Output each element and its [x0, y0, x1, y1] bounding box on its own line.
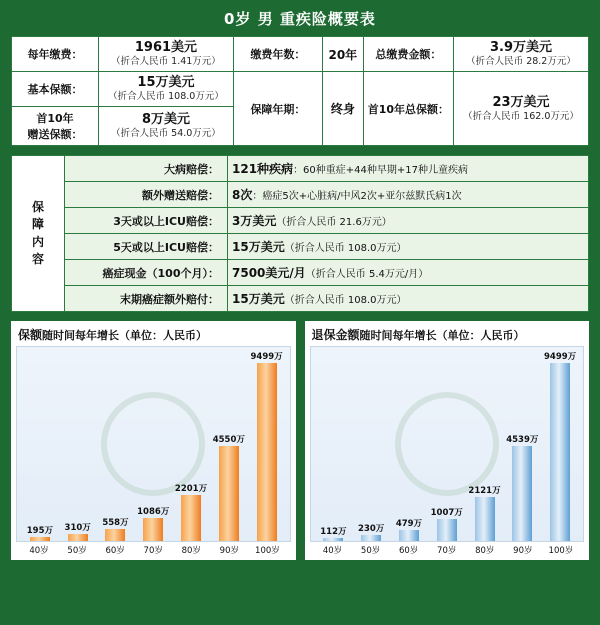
- table-row: [12, 156, 589, 182]
- bar-label: 4550万: [212, 435, 245, 446]
- coverage-note-0: ：60种重症+44种早期+17种儿童疾病: [293, 165, 468, 177]
- bar-group: [251, 347, 283, 541]
- coverage-value-strong-3: 15万美元: [232, 240, 285, 255]
- x-tick: 40岁: [29, 546, 49, 557]
- coverage-value-strong-0: 121种疾病: [232, 162, 294, 177]
- chart-surrender-value-xaxis: [310, 542, 585, 556]
- first10-total-rmb: （折合人民币 162.0万元）: [463, 110, 579, 122]
- table-row: [12, 182, 589, 208]
- chart-sum-assured-title-strong: 保额: [18, 328, 43, 343]
- annual-premium-rmb: （折合人民币 1.41万元）: [111, 56, 221, 68]
- x-tick: 80岁: [181, 546, 201, 557]
- bonus-sum-label-line1: 首10年: [36, 112, 74, 126]
- total-premium-rmb: （折合人民币 28.2万元）: [466, 56, 576, 68]
- bar: [512, 446, 532, 541]
- annual-premium-value: [99, 37, 234, 72]
- coverage-value-4: [228, 260, 589, 286]
- bar-group: [506, 347, 538, 541]
- chart-sum-assured-title: [18, 326, 291, 343]
- bar-label: 2121万: [468, 486, 501, 497]
- bar-label: 112万: [320, 527, 347, 538]
- bar-group: [100, 347, 132, 541]
- chart-surrender-value: [304, 320, 591, 561]
- table-row: [12, 286, 589, 312]
- x-tick: 80岁: [475, 546, 495, 557]
- bar-group: [24, 347, 56, 541]
- bar-label: 9499万: [250, 352, 283, 363]
- x-tick: 50岁: [67, 546, 87, 557]
- table-row: [12, 234, 589, 260]
- x-tick: 60岁: [398, 546, 419, 557]
- bar: [68, 534, 88, 541]
- bar-label: 310万: [64, 523, 91, 534]
- bar-group: [355, 347, 387, 541]
- first10-total-label: 首10年总保额：: [363, 72, 453, 146]
- chart-sum-assured-bars: [17, 347, 290, 541]
- bar: [323, 538, 343, 541]
- bar-group: [318, 347, 350, 541]
- bar-label: 195万: [26, 526, 53, 537]
- chart-sum-assured-plot: [16, 346, 291, 542]
- bar-group: [393, 347, 425, 541]
- bar-label: 2201万: [174, 484, 208, 495]
- chart-surrender-value-title-strong: 退保金额: [311, 328, 360, 343]
- chart-sum-assured: [10, 320, 297, 561]
- bar-label: 1007万: [430, 508, 463, 519]
- coverage-side-label: 保 障 内 容: [12, 156, 65, 312]
- coverage-key-5: 末期癌症额外赔付：: [65, 286, 228, 312]
- bonus-sum-rmb: （折合人民币 54.0万元）: [111, 128, 221, 140]
- x-tick: 100岁: [255, 546, 280, 557]
- coverage-value-1: [228, 182, 589, 208]
- x-tick: 90岁: [513, 546, 533, 557]
- total-premium-amount: 3.9万美元: [490, 40, 553, 55]
- x-tick: 50岁: [360, 546, 381, 557]
- chart-surrender-value-title-rest: 随时间每年增长（单位：人民币）: [359, 329, 525, 343]
- x-tick: 40岁: [322, 546, 343, 557]
- coverage-key-1: 额外赠送赔偿：: [65, 182, 228, 208]
- bar-group: [469, 347, 501, 541]
- coverage-term-label: 保障年期：: [233, 72, 322, 146]
- bar-label: 479万: [395, 519, 423, 530]
- base-sum-amount: 15万美元: [137, 75, 195, 91]
- chart-surrender-value-bars: [311, 347, 584, 541]
- base-sum-rmb: （折合人民币 108.0万元）: [108, 91, 224, 103]
- bonus-sum-amount: 8万美元: [141, 112, 190, 128]
- page-title: 0岁 男 重疾险概要表: [224, 10, 376, 28]
- coverage-note-2: （折合人民币 21.6万元）: [276, 217, 392, 229]
- bar: [219, 446, 239, 541]
- coverage-note-5: （折合人民币 108.0万元）: [284, 295, 407, 307]
- bar: [143, 518, 163, 541]
- bar: [550, 363, 570, 541]
- table-row: [12, 260, 589, 286]
- bar: [399, 530, 419, 541]
- bar-label: 1086万: [137, 507, 170, 518]
- bonus-sum-label-line2: 赠送保额：: [27, 128, 83, 142]
- coverage-key-0: 大病赔偿：: [65, 156, 228, 182]
- total-premium-label: 总缴费金额：: [363, 37, 453, 72]
- table-row: [12, 72, 589, 107]
- bonus-sum-label: [12, 107, 99, 146]
- first10-total-amount: 23万美元: [492, 94, 550, 110]
- base-sum-value: [99, 72, 234, 107]
- base-sum-label: 基本保额：: [12, 72, 99, 107]
- pay-years-label: 缴费年数：: [233, 37, 322, 72]
- coverage-table: [11, 155, 589, 312]
- coverage-note-3: （折合人民币 108.0万元）: [284, 243, 407, 255]
- chart-sum-assured-xaxis: [16, 542, 291, 556]
- total-premium-value: [454, 37, 589, 72]
- bar-group: [62, 347, 94, 541]
- coverage-value-strong-4: 7500美元/月: [232, 266, 306, 281]
- bar-label: 558万: [102, 518, 129, 529]
- bonus-sum-value: [99, 107, 234, 146]
- bar-group: [137, 347, 169, 541]
- bar: [181, 495, 201, 541]
- coverage-value-strong-5: 15万美元: [232, 292, 285, 307]
- coverage-panel: [10, 154, 590, 313]
- coverage-key-2: 3天或以上ICU赔偿：: [65, 208, 228, 234]
- coverage-key-3: 5天或以上ICU赔偿：: [65, 234, 228, 260]
- chart-surrender-value-plot: [310, 346, 585, 542]
- bar-group: [544, 347, 576, 541]
- bar-group: [431, 347, 463, 541]
- summary-panel: [10, 35, 590, 147]
- x-tick: 60岁: [105, 546, 125, 557]
- annual-premium-amount: 1961美元: [134, 40, 198, 55]
- bar-group: [213, 347, 245, 541]
- summary-table: [11, 36, 589, 146]
- pay-years-value: 20年: [322, 37, 363, 72]
- coverage-value-2: [228, 208, 589, 234]
- coverage-value-3: [228, 234, 589, 260]
- x-tick: 100岁: [548, 546, 574, 557]
- bar-group: [175, 347, 207, 541]
- bar: [475, 497, 495, 541]
- coverage-value-5: [228, 286, 589, 312]
- bar-label: 4539万: [506, 435, 539, 446]
- annual-premium-label: 每年缴费：: [12, 37, 99, 72]
- first10-total-value: [454, 72, 589, 146]
- table-row: [12, 37, 589, 72]
- x-tick: 90岁: [219, 546, 239, 557]
- table-row: [12, 208, 589, 234]
- coverage-value-strong-2: 3万美元: [232, 214, 277, 229]
- coverage-note-1: ：癌症5次+心脏病/中风2次+亚尔兹默氏病1次: [252, 191, 462, 203]
- bar: [361, 535, 381, 541]
- bar: [257, 363, 277, 541]
- x-tick: 70岁: [143, 546, 163, 557]
- coverage-term-value: 终身: [322, 72, 363, 146]
- coverage-value-strong-1: 8次: [232, 188, 253, 203]
- coverage-note-4: （折合人民币 5.4万元/月）: [305, 269, 429, 281]
- bar-label: 230万: [358, 524, 385, 535]
- bar: [105, 529, 125, 541]
- bar: [437, 519, 457, 541]
- charts-row: [10, 320, 590, 561]
- chart-sum-assured-title-rest: 随时间每年增长（单位：人民币）: [42, 329, 208, 343]
- bar-label: 9499万: [543, 352, 577, 363]
- x-tick: 70岁: [437, 546, 457, 557]
- coverage-key-4: 癌症现金（100个月）：: [65, 260, 228, 286]
- bar: [30, 537, 50, 541]
- coverage-value-0: [228, 156, 589, 182]
- chart-surrender-value-title: [312, 326, 585, 343]
